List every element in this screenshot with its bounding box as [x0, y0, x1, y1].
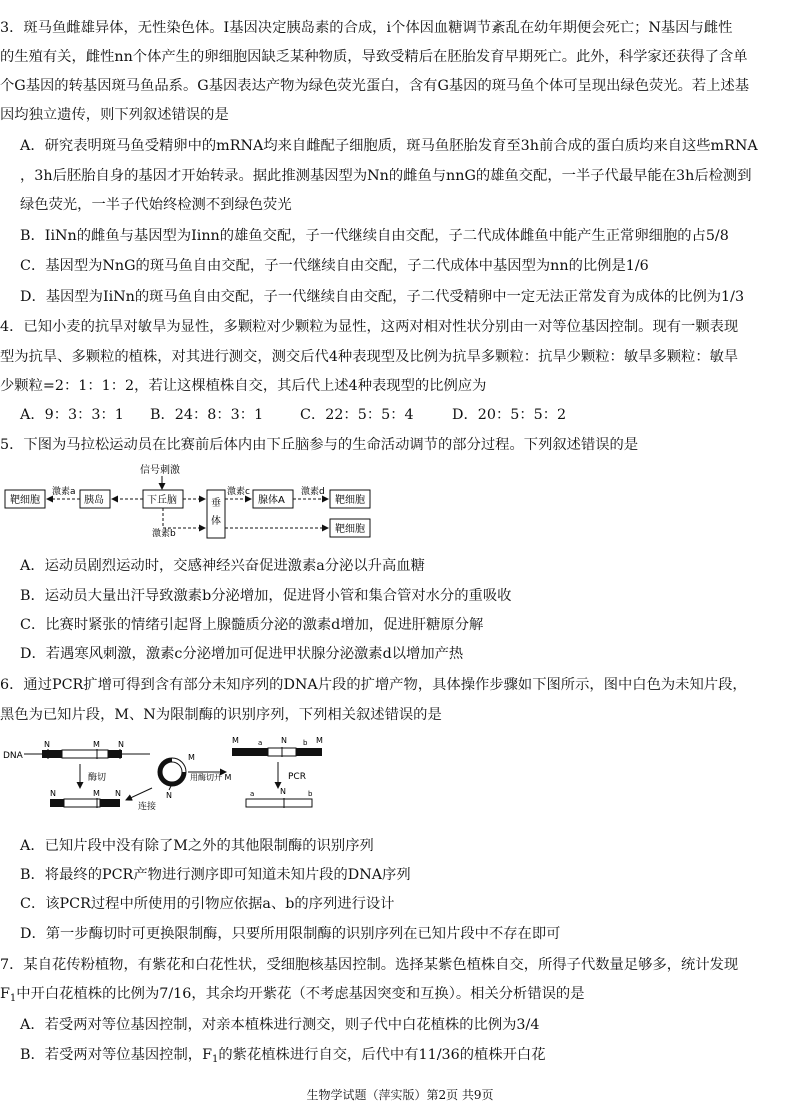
known-segment	[42, 750, 62, 758]
page-footer: 生物学试题（萍实版）第2页 共9页	[306, 1088, 494, 1102]
svg-text:M: M	[316, 736, 323, 745]
pcr-procedure-diagram	[0, 732, 400, 822]
primer-a-label: a	[258, 739, 263, 747]
q4-option-d: D．20：5：5：2	[452, 407, 567, 423]
target-cell-1-label: 靶细胞	[10, 495, 40, 506]
enzyme-cut-label: 酶切	[88, 773, 107, 783]
q3-stem-line-2: 的生殖有关，雌性nn个体产生的卵细胞因缺乏某种物质，导致受精后在胚胎发育早期死亡。此外，科学家还获得了含单	[0, 49, 748, 65]
q4-stem-line-1: 4．已知小麦的抗旱对敏旱为显性，多颗粒对少颗粒为显性，这两对相对性状分别由一对等位基因控制。现有一颗表现	[0, 319, 739, 335]
m-site-label: M	[93, 740, 100, 749]
svg-text:N: N	[50, 789, 56, 798]
hormone-d-label: 激素d	[301, 487, 325, 497]
q4-option-c: C．22：5：5：4	[300, 407, 414, 423]
gland-a-label: 腺体A	[258, 495, 285, 506]
svg-text:a: a	[250, 790, 255, 798]
q3-option-b: B．IiNn的雌鱼与基因型为Iinn的雄鱼交配，子一代继续自由交配，子二代成体雌鱼中能产生正常卵细胞的占5/8	[20, 228, 729, 244]
hormone-regulation-diagram	[0, 456, 400, 542]
q4-stem-line-3: 少颗粒=2：1：1：2，若让这棵植株自交，其后代上述4种表现型的比例应为	[0, 378, 487, 394]
pancreas-label: 胰岛	[84, 495, 104, 506]
target-cell-2-label: 靶细胞	[335, 495, 365, 506]
q6-option-b: B．将最终的PCR产物进行测序即可知道未知片段的DNA序列	[20, 867, 411, 883]
hormone-b-label: 激素b	[152, 529, 176, 539]
n-site-label: N	[44, 740, 50, 749]
svg-text:N: N	[280, 787, 286, 796]
q3-stem-line-3: 个G基因的转基因斑马鱼品系。G基因表达产物为绿色荧光蛋白，含有G基因的斑马鱼个体可呈现出绿色荧光。若上述基	[0, 78, 750, 94]
pituitary-label: 垂	[211, 498, 221, 509]
q3-option-a-line-2: ，3h后胚胎自身的基因才开始转录。据此推测基因型为Nn的雌鱼与nnG的雄鱼交配，一半子代最早能在3h后检测到	[20, 168, 752, 184]
q4-options	[20, 406, 566, 424]
q4-stem-line-2: 型为抗旱、多颗粒的植株，对其进行测交，测交后代4种表现型及比例为抗旱多颗粒：抗旱少颗粒：敏旱多颗粒：敏旱	[0, 349, 739, 365]
svg-text:b: b	[308, 790, 313, 798]
q3-option-a-line-1: A．研究表明斑马鱼受精卵中的mRNA均来自雌配子细胞质，斑马鱼胚胎发育至3h前合成的蛋白质均来自这些mRNA	[20, 138, 758, 154]
hypothalamus-label: 下丘脑	[147, 495, 177, 506]
q7-option-b: B．若受两对等位基因控制，$F_1$的紫花植株进行自交，后代中有11/36的植株开白花	[20, 1047, 546, 1065]
q3-stem-line-4: 因均独立遗传，则下列叙述错误的是	[0, 107, 229, 123]
svg-text:体: 体	[211, 516, 221, 527]
q7-option-a: A．若受两对等位基因控制，对亲本植株进行测交，则子代中白花植株的比例为3/4	[20, 1017, 540, 1033]
unknown-segment	[62, 750, 108, 758]
q5-option-c: C．比赛时紧张的情绪引起肾上腺髓质分泌的激素d增加，促进肝糖原分解	[20, 617, 484, 633]
q7-stem-line-2: $F_1$中开白花植株的比例为7/16，其余均开紫花（不考虑基因突变和互换）。相关分析错误的是	[0, 986, 585, 1004]
q6-option-c: C．该PCR过程中所使用的引物应依据a、b的序列进行设计	[20, 896, 395, 912]
q3-stem-line-1: 3．斑马鱼雌雄异体，无性染色体。Ⅰ基因决定胰岛素的合成，i个体因血糖调节紊乱在幼年期便会死亡；N基因与雌性	[0, 20, 733, 36]
svg-text:M: M	[232, 736, 239, 745]
svg-text:N: N	[281, 736, 287, 745]
q4-option-a: A．9：3：3：1	[20, 407, 124, 423]
q6-stem-line-2: 黑色为已知片段，M、N为限制酶的识别序列，下列相关叙述错误的是	[0, 707, 442, 723]
signal-label: 信号刺激	[140, 465, 180, 476]
q3-option-a-line-3: 绿色荧光，一半子代始终检测不到绿色荧光	[20, 197, 292, 213]
dna-label: DNA	[3, 751, 23, 761]
svg-text:N: N	[166, 791, 172, 800]
primer-b-label: b	[303, 739, 308, 747]
q6-option-d: D．第一步酶切时可更换限制酶，只要所用限制酶的识别序列在已知片段中不存在即可	[20, 926, 561, 942]
cut-with-m-label: 用酶切开 M	[190, 773, 232, 782]
q5-option-b: B．运动员大量出汗导致激素b分泌增加，促进肾小管和集合管对水分的重吸收	[20, 588, 512, 604]
q5-stem: 5．下图为马拉松运动员在比赛前后体内由下丘脑参与的生命活动调节的部分过程。下列叙述错误的是	[0, 437, 639, 453]
hormone-c-label: 激素c	[227, 487, 250, 497]
q6-option-a: A．已知片段中没有除了M之外的其他限制酶的识别序列	[20, 838, 374, 854]
svg-text:M: M	[188, 753, 195, 762]
svg-text:M: M	[93, 789, 100, 798]
q6-stem-line-1: 6．通过PCR扩增可得到含有部分未知序列的DNA片段的扩增产物，具体操作步骤如下图所示，图中白色为未知片段，	[0, 677, 747, 693]
hormone-a-label: 激素a	[52, 487, 76, 497]
q3-option-d: D．基因型为IiNn的斑马鱼自由交配，子一代继续自由交配，子二代受精卵中一定无法正常发育为成体的比例为1/3	[20, 289, 745, 305]
q3-option-c: C．基因型为NnG的斑马鱼自由交配，子一代继续自由交配，子二代成体中基因型为nn的比例是1/6	[20, 258, 649, 274]
ligation-label: 连接	[138, 802, 157, 812]
svg-text:N: N	[115, 789, 121, 798]
pcr-label: PCR	[288, 772, 306, 782]
svg-text:N: N	[118, 740, 124, 749]
target-cell-3-label: 靶细胞	[335, 524, 365, 535]
q7-stem-line-1: 7．某自花传粉植物，有紫花和白花性状，受细胞核基因控制。选择某紫色植株自交，所得子代数量足够多，统计发现	[0, 957, 739, 973]
q4-option-b: B．24：8：3：1	[150, 407, 264, 423]
pcr-product	[246, 799, 312, 807]
q5-option-a: A．运动员剧烈运动时，交感神经兴奋促进激素a分泌以升高血糖	[20, 558, 425, 574]
q5-option-d: D．若遇寒风刺激，激素c分泌增加可促进甲状腺分泌激素d以增加产热	[20, 646, 464, 662]
